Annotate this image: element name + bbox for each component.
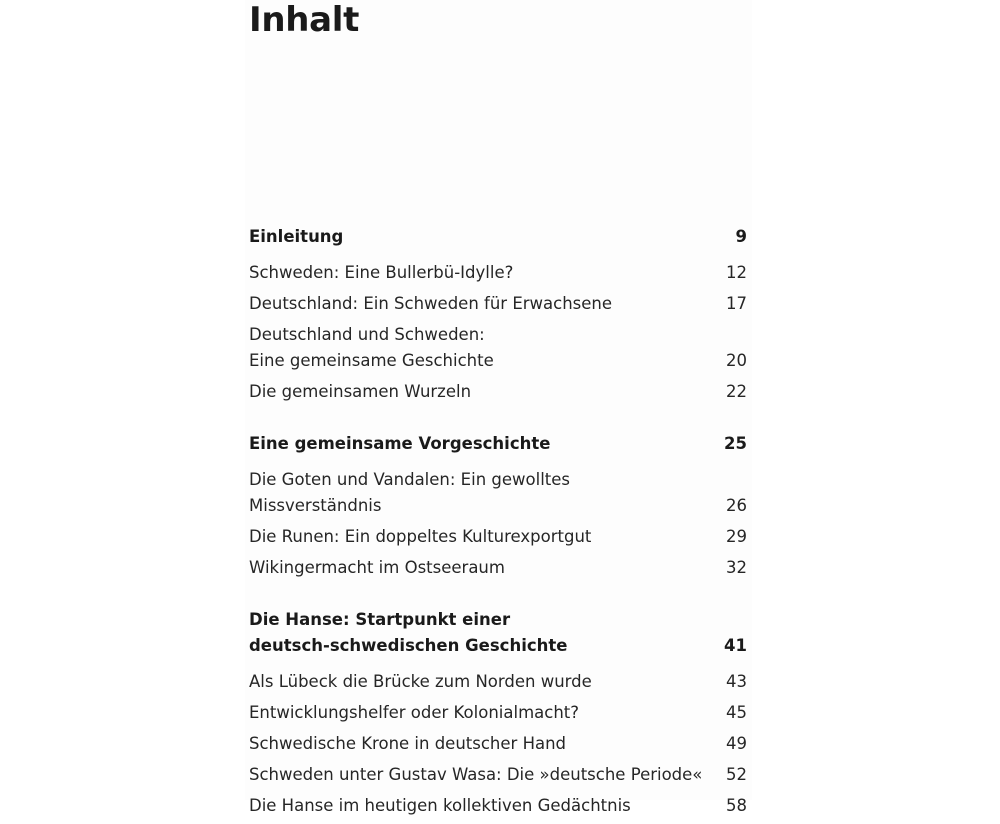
toc-entry-title: Entwicklungshelfer oder Kolonialmacht? — [249, 703, 580, 722]
toc-entry-title: Die Goten und Vandalen: Ein gewolltes Missverständnis — [249, 470, 570, 515]
toc-entry-title: Schweden: Eine Bullerbü-Idylle? — [249, 263, 514, 282]
toc-entry[interactable] — [249, 260, 749, 286]
page-title: Inhalt — [249, 0, 360, 40]
table-of-contents — [249, 224, 749, 824]
toc-page-number: 29 — [726, 527, 747, 546]
toc-entry[interactable] — [249, 291, 749, 317]
toc-entry-title: Schwedische Krone in deutscher Hand — [249, 734, 567, 753]
toc-page-number: 25 — [724, 434, 747, 453]
toc-chapter-heading[interactable] — [249, 607, 749, 659]
toc-entry[interactable] — [249, 524, 749, 550]
toc-entry-title: Wikingermacht im Ostseeraum — [249, 558, 505, 577]
toc-entry[interactable] — [249, 322, 749, 374]
toc-entry[interactable] — [249, 669, 749, 695]
toc-page-number: 43 — [726, 672, 747, 691]
toc-entry-title: Deutschland und Schweden: Eine gemeinsame Geschichte — [249, 325, 494, 370]
toc-entry[interactable] — [249, 467, 749, 519]
toc-entry[interactable] — [249, 731, 749, 757]
toc-entry[interactable] — [249, 762, 749, 788]
toc-page-number: 49 — [726, 734, 747, 753]
toc-entry-title: Die Hanse im heutigen kollektiven Gedächtnis — [249, 796, 631, 815]
toc-chapter-title: Einleitung — [249, 227, 344, 246]
toc-page-number: 52 — [726, 765, 747, 784]
toc-chapter-title: Eine gemeinsame Vorgeschichte — [249, 434, 551, 453]
toc-entry[interactable] — [249, 700, 749, 726]
toc-page-number: 17 — [726, 294, 747, 313]
toc-section — [249, 607, 749, 819]
toc-chapter-heading[interactable] — [249, 431, 749, 457]
toc-entry[interactable] — [249, 793, 749, 819]
toc-chapter-title: Die Hanse: Startpunkt einer deutsch-schwedischen Geschichte — [249, 610, 568, 655]
toc-page-number: 58 — [726, 796, 747, 815]
toc-section — [249, 224, 749, 405]
toc-entry[interactable] — [249, 555, 749, 581]
toc-page-number: 26 — [726, 496, 747, 515]
toc-entry-title: Schweden unter Gustav Wasa: Die »deutsche Periode« — [249, 765, 703, 784]
toc-entry-title: Als Lübeck die Brücke zum Norden wurde — [249, 672, 592, 691]
toc-page-number: 22 — [726, 382, 747, 401]
toc-entry-title: Deutschland: Ein Schweden für Erwachsene — [249, 294, 613, 313]
toc-entry-title: Die gemeinsamen Wurzeln — [249, 382, 472, 401]
toc-page-number: 41 — [724, 636, 747, 655]
toc-page-number: 45 — [726, 703, 747, 722]
toc-page-number: 32 — [726, 558, 747, 577]
toc-chapter-heading[interactable] — [249, 224, 749, 250]
toc-page-number: 20 — [726, 351, 747, 370]
toc-page-number: 9 — [735, 227, 747, 246]
toc-section — [249, 431, 749, 581]
toc-page-number: 12 — [726, 263, 747, 282]
toc-entry[interactable] — [249, 379, 749, 405]
toc-entry-title: Die Runen: Ein doppeltes Kulturexportgut — [249, 527, 592, 546]
